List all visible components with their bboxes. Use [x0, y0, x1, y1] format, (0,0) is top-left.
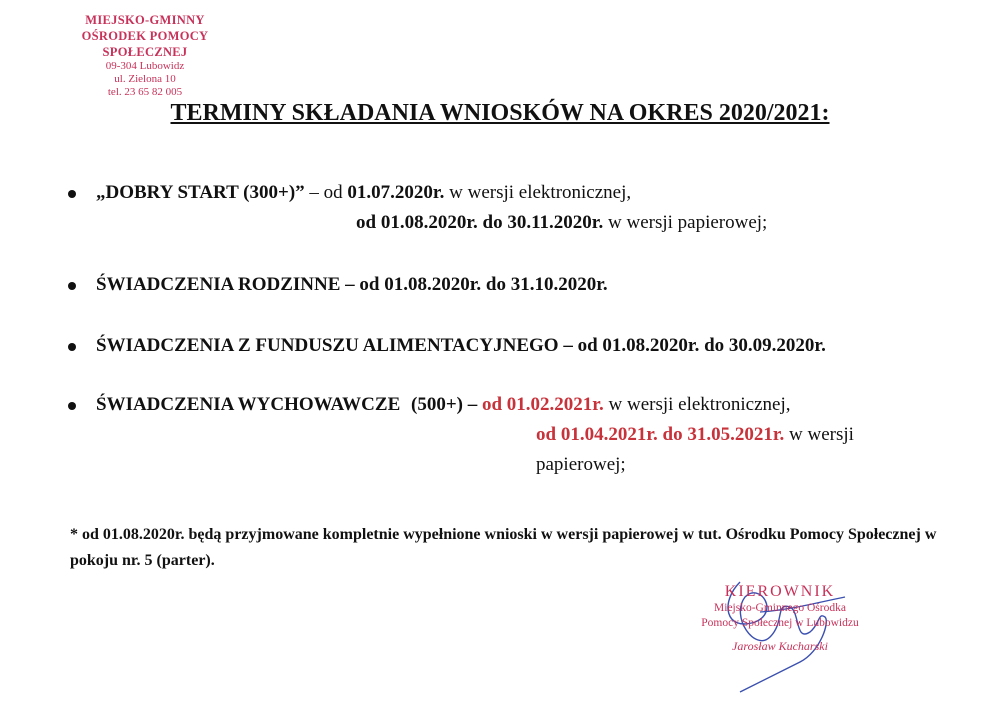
- stamp-line-1: MIEJSKO-GMINNY: [85, 13, 205, 27]
- bullet-icon: [68, 343, 76, 351]
- list-item-swiadczenia-rodzinne: [70, 272, 608, 298]
- manager-stamp: [660, 583, 900, 654]
- stamp-phone: tel. 23 65 82 005: [107, 86, 183, 98]
- list-item-dobry-start: [70, 180, 767, 236]
- item-amount: (500+): [406, 394, 463, 415]
- stamp-line-2: Pomocy Społecznej w Lubowidzu: [701, 617, 859, 629]
- office-stamp: [40, 12, 250, 99]
- item-date-red: od 01.02.2021r.: [481, 394, 604, 415]
- page-title: TERMINY SKŁADANIA WNIOSKÓW NA OKRES 2020/2021:: [170, 100, 830, 126]
- stamp-line-2: OŚRODEK POMOCY SPOŁECZNEJ: [81, 29, 209, 59]
- stamp-signatory: Jarosław Kucharski: [732, 639, 828, 653]
- item-date-red: od 01.04.2021r. do 31.05.2021r.: [536, 424, 785, 445]
- item-sep: – od: [304, 182, 348, 203]
- stamp-postal: 09-304 Lubowidz: [105, 60, 185, 72]
- item-text: w wersji elektronicznej,: [444, 182, 632, 203]
- item-date: 01.07.2020r.: [347, 182, 445, 203]
- bullet-icon: [68, 282, 76, 290]
- item-sep: –: [462, 394, 482, 415]
- stamp-head: KIEROWNIK: [724, 583, 836, 600]
- list-item-swiadczenia-wychowawcze: [70, 392, 854, 478]
- bullet-icon: [68, 402, 76, 410]
- item-mid: do: [477, 212, 508, 233]
- item-text: – od 01.08.2020r. do 30.09.2020r.: [558, 335, 826, 356]
- item-prefix: od: [356, 212, 381, 233]
- stamp-line-1: Miejsko-Gminnego Ośrodka: [714, 602, 846, 614]
- item-text: w wersji elektronicznej,: [603, 394, 791, 415]
- item-label: ŚWIADCZENIA RODZINNE: [96, 274, 341, 295]
- item-date: 30.11.2020r.: [507, 212, 604, 233]
- bullet-icon: [68, 190, 76, 198]
- footnote: * od 01.08.2020r. będą przyjmowane kompletnie wypełnione wnioski w wersji papierowej w tut. Ośrodku Pomocy Społecznej w pokoju nr. 5 (parter).: [70, 526, 937, 569]
- item-label: „DOBRY START (300+)”: [96, 182, 305, 203]
- item-label: ŚWIADCZENIA Z FUNDUSZU ALIMENTACYJNEGO: [96, 335, 559, 356]
- item-text: papierowej;: [536, 454, 626, 475]
- item-text: – od 01.08.2020r. do 31.10.2020r.: [340, 274, 608, 295]
- item-text: w wersji papierowej;: [603, 212, 768, 233]
- list-item-fundusz-alimentacyjny: [70, 333, 826, 359]
- item-label: ŚWIADCZENIA WYCHOWAWCZE: [96, 394, 401, 415]
- stamp-street: ul. Zielona 10: [114, 73, 176, 85]
- item-date: 01.08.2020r.: [380, 212, 478, 233]
- item-text: w wersji: [784, 424, 854, 445]
